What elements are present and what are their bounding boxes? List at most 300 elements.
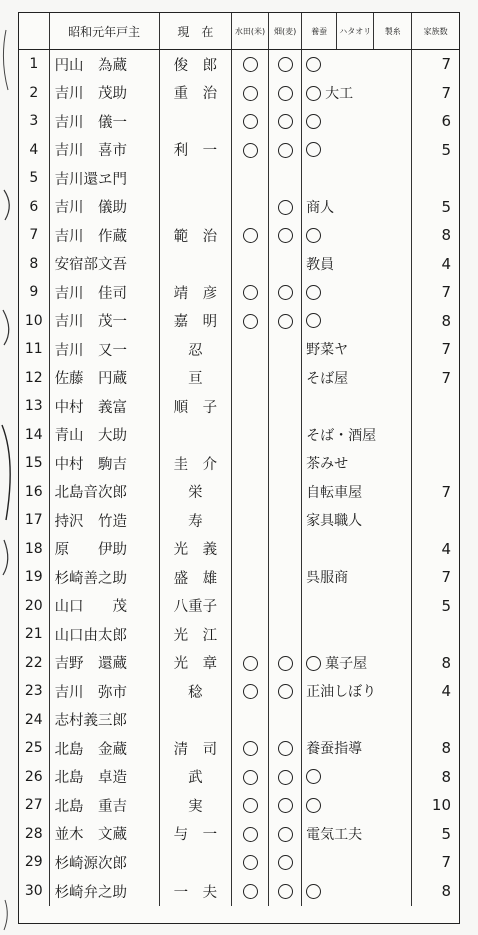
circle-mark-icon [306, 769, 321, 784]
household-count: 7 [441, 55, 451, 74]
circle-mark-icon [306, 114, 321, 129]
paddy-mark [231, 677, 268, 706]
silkworm-occupation [302, 107, 412, 136]
silkworm-occupation [302, 250, 412, 279]
table-row [19, 763, 459, 792]
present-head [159, 107, 231, 136]
household-count: 7 [441, 340, 451, 359]
owner-name: 山口由太郎 [49, 620, 159, 649]
row-number: 22 [19, 649, 49, 678]
table-row [19, 791, 459, 820]
present-head [159, 250, 231, 279]
circle-mark-icon [306, 285, 321, 300]
occupation-text: そば屋 [306, 370, 349, 387]
row-number: 4 [19, 136, 49, 165]
circle-mark-icon [278, 228, 293, 243]
household-count [412, 706, 459, 735]
table-row [19, 535, 459, 564]
field-mark [269, 734, 302, 763]
circle-mark-icon [243, 656, 258, 671]
present-head: 清 司 [159, 734, 231, 763]
field-mark [269, 877, 302, 906]
circle-mark-icon [306, 86, 321, 101]
owner-name: 杉崎弁之助 [49, 877, 159, 906]
silkworm-occupation [302, 50, 412, 79]
row-number: 9 [19, 278, 49, 307]
owner-name: 吉川 茂助 [49, 79, 159, 108]
table-row [19, 164, 459, 193]
circle-mark-icon [243, 770, 258, 785]
owner-name: 佐藤 円蔵 [49, 364, 159, 393]
silkworm-occupation [302, 79, 412, 108]
field-mark [269, 164, 302, 193]
table-row [19, 335, 459, 364]
owner-name: 中村 義富 [49, 392, 159, 421]
paddy-mark [231, 706, 268, 735]
silkworm-occupation [302, 592, 412, 621]
owner-name: 青山 大助 [49, 421, 159, 450]
silkworm-occupation [302, 449, 412, 478]
header-paddy: 水田(米) [231, 13, 268, 50]
present-head: 嘉 明 [159, 307, 231, 336]
row-number: 11 [19, 335, 49, 364]
table-row [19, 421, 459, 450]
table-row [19, 677, 459, 706]
present-head [159, 706, 231, 735]
owner-name: 安宿部文吾 [49, 250, 159, 279]
owner-name: 北島 卓造 [49, 763, 159, 792]
household-count [412, 449, 459, 478]
field-mark [269, 563, 302, 592]
household-count: 7 [441, 568, 451, 587]
table-row [19, 79, 459, 108]
silkworm-occupation [302, 335, 412, 364]
present-head: 武 [159, 763, 231, 792]
household-count: 7 [441, 283, 451, 302]
owner-name: 杉崎善之助 [49, 563, 159, 592]
owner-name: 吉川 佳司 [49, 278, 159, 307]
circle-mark-icon [278, 827, 293, 842]
table-row [19, 592, 459, 621]
paddy-mark [231, 620, 268, 649]
header-weaving: ハタオリ [337, 13, 374, 50]
present-head: 盛 雄 [159, 563, 231, 592]
household-count: 7 [441, 853, 451, 872]
field-mark [269, 449, 302, 478]
row-number: 24 [19, 706, 49, 735]
row-number: 21 [19, 620, 49, 649]
owner-name: 吉川 茂一 [49, 307, 159, 336]
field-mark [269, 392, 302, 421]
row-number: 30 [19, 877, 49, 906]
field-mark [269, 335, 302, 364]
circle-mark-icon [243, 114, 258, 129]
paddy-mark [231, 848, 268, 877]
paddy-mark [231, 820, 268, 849]
paddy-mark [231, 592, 268, 621]
paddy-mark [231, 278, 268, 307]
circle-mark-icon [306, 57, 321, 72]
circle-mark-icon [243, 143, 258, 158]
field-mark [269, 848, 302, 877]
field-mark [269, 677, 302, 706]
present-head: 順 子 [159, 392, 231, 421]
paddy-mark [231, 877, 268, 906]
row-number: 14 [19, 421, 49, 450]
field-mark [269, 250, 302, 279]
household-count: 8 [441, 739, 451, 758]
circle-mark-icon [243, 741, 258, 756]
occupation-text: 呉服商 [306, 570, 349, 587]
table-row [19, 848, 459, 877]
present-head: 稔 [159, 677, 231, 706]
paddy-mark [231, 250, 268, 279]
row-number: 13 [19, 392, 49, 421]
occupation-text: 家具職人 [306, 513, 363, 530]
table-row [19, 193, 459, 222]
table-row [19, 392, 459, 421]
occupation-text: 茶みせ [306, 456, 349, 473]
circle-mark-icon [243, 798, 258, 813]
household-count: 5 [441, 596, 451, 615]
header-silkworm: 養蚕 [302, 13, 337, 50]
household-table [19, 13, 459, 906]
table-row [19, 877, 459, 906]
paddy-mark [231, 421, 268, 450]
paddy-mark [231, 535, 268, 564]
circle-mark-icon [278, 200, 293, 215]
row-number: 29 [19, 848, 49, 877]
row-number: 19 [19, 563, 49, 592]
field-mark [269, 136, 302, 165]
circle-mark-icon [243, 314, 258, 329]
row-number: 16 [19, 478, 49, 507]
paddy-mark [231, 307, 268, 336]
field-mark [269, 763, 302, 792]
circle-mark-icon [306, 798, 321, 813]
silkworm-occupation [302, 791, 412, 820]
owner-name: 吉川 作蔵 [49, 221, 159, 250]
present-head: 範 治 [159, 221, 231, 250]
paddy-mark [231, 193, 268, 222]
circle-mark-icon [278, 86, 293, 101]
silkworm-occupation [302, 278, 412, 307]
present-head: 光 江 [159, 620, 231, 649]
silkworm-occupation [302, 136, 412, 165]
circle-mark-icon [278, 855, 293, 870]
paddy-mark [231, 563, 268, 592]
present-head: 八重子 [159, 592, 231, 621]
household-count: 10 [431, 796, 451, 815]
field-mark [269, 649, 302, 678]
present-head: 俊 郎 [159, 50, 231, 79]
row-number: 1 [19, 50, 49, 79]
household-count: 5 [441, 197, 451, 216]
table-row [19, 478, 459, 507]
household-count [412, 392, 459, 421]
household-count: 8 [441, 882, 451, 900]
paddy-mark [231, 221, 268, 250]
header-number [19, 13, 49, 50]
silkworm-occupation [302, 620, 412, 649]
owner-name: 吉野 還蔵 [49, 649, 159, 678]
paddy-mark [231, 335, 268, 364]
occupation-text: 自転車屋 [306, 484, 363, 501]
field-mark [269, 535, 302, 564]
silkworm-occupation [302, 734, 412, 763]
field-mark [269, 620, 302, 649]
silkworm-occupation [302, 421, 412, 450]
household-count [412, 506, 459, 535]
owner-name: 吉川還ヱ門 [49, 164, 159, 193]
table-row [19, 364, 459, 393]
silkworm-occupation [302, 820, 412, 849]
present-head: 光 章 [159, 649, 231, 678]
circle-mark-icon [306, 656, 321, 671]
row-number: 7 [19, 221, 49, 250]
occupation-text: 教員 [306, 256, 335, 273]
owner-name: 吉川 儀助 [49, 193, 159, 222]
header-owner: 昭和元年戸主 [49, 13, 159, 50]
occupation-text: そば・酒屋 [306, 427, 377, 444]
row-number: 15 [19, 449, 49, 478]
table-row [19, 221, 459, 250]
circle-mark-icon [243, 855, 258, 870]
row-number: 12 [19, 364, 49, 393]
silkworm-occupation [302, 164, 412, 193]
silkworm-occupation [302, 706, 412, 735]
row-number: 17 [19, 506, 49, 535]
row-number: 5 [19, 164, 49, 193]
circle-mark-icon [278, 143, 293, 158]
table-row [19, 820, 459, 849]
household-count: 5 [441, 824, 451, 843]
circle-mark-icon [278, 656, 293, 671]
household-register-sheet [18, 12, 460, 924]
field-mark [269, 364, 302, 393]
table-row [19, 506, 459, 535]
field-mark [269, 421, 302, 450]
household-count: 4 [441, 682, 451, 701]
row-number: 23 [19, 677, 49, 706]
row-number: 2 [19, 79, 49, 108]
owner-name: 原 伊助 [49, 535, 159, 564]
present-head [159, 164, 231, 193]
silkworm-occupation [302, 563, 412, 592]
row-number: 8 [19, 250, 49, 279]
silkworm-occupation [302, 307, 412, 336]
owner-name: 北島 重吉 [49, 791, 159, 820]
household-count: 8 [441, 653, 451, 672]
table-row [19, 278, 459, 307]
field-mark [269, 193, 302, 222]
present-head: 重 治 [159, 79, 231, 108]
occupation-text: 正油しぼり [306, 684, 377, 701]
household-count [412, 421, 459, 450]
owner-name: 杉崎源次郎 [49, 848, 159, 877]
paddy-mark [231, 164, 268, 193]
owner-name: 吉川 又一 [49, 335, 159, 364]
owner-name: 吉川 喜市 [49, 136, 159, 165]
owner-name: 北島音次郎 [49, 478, 159, 507]
circle-mark-icon [278, 770, 293, 785]
circle-mark-icon [243, 57, 258, 72]
circle-mark-icon [278, 798, 293, 813]
silkworm-occupation [302, 649, 412, 678]
present-head: 一 夫 [159, 877, 231, 906]
field-mark [269, 592, 302, 621]
field-mark [269, 820, 302, 849]
silkworm-occupation [302, 877, 412, 906]
paddy-mark [231, 136, 268, 165]
circle-mark-icon [306, 142, 321, 157]
circle-mark-icon [243, 228, 258, 243]
present-head [159, 848, 231, 877]
present-head: 栄 [159, 478, 231, 507]
owner-name: 北島 金蔵 [49, 734, 159, 763]
present-head: 寿 [159, 506, 231, 535]
table-row [19, 649, 459, 678]
table-row [19, 706, 459, 735]
owner-name: 持沢 竹造 [49, 506, 159, 535]
circle-mark-icon [243, 684, 258, 699]
header-silk: 製糸 [374, 13, 412, 50]
present-head: 靖 彦 [159, 278, 231, 307]
paddy-mark [231, 734, 268, 763]
household-count: 8 [441, 311, 451, 330]
circle-mark-icon [306, 228, 321, 243]
table-row [19, 307, 459, 336]
page-curl-edge [0, 0, 18, 935]
silkworm-occupation [302, 221, 412, 250]
occupation-text: 電気工夫 [306, 826, 363, 843]
silkworm-occupation [302, 506, 412, 535]
paddy-mark [231, 107, 268, 136]
circle-mark-icon [306, 313, 321, 328]
household-count: 7 [441, 368, 451, 387]
owner-name: 志村義三郎 [49, 706, 159, 735]
table-row [19, 136, 459, 165]
household-count: 8 [441, 226, 451, 245]
household-count [412, 164, 459, 193]
circle-mark-icon [278, 684, 293, 699]
table-row [19, 50, 459, 79]
field-mark [269, 278, 302, 307]
occupation-text: 菓子屋 [325, 655, 368, 672]
circle-mark-icon [243, 285, 258, 300]
paddy-mark [231, 50, 268, 79]
header-row [19, 13, 459, 50]
row-number: 10 [19, 307, 49, 336]
circle-mark-icon [243, 827, 258, 842]
present-head [159, 421, 231, 450]
header-field: 畑(麦) [269, 13, 302, 50]
row-number: 18 [19, 535, 49, 564]
present-head: 与 一 [159, 820, 231, 849]
household-count [412, 620, 459, 649]
owner-name: 山口 茂 [49, 592, 159, 621]
field-mark [269, 307, 302, 336]
table-row [19, 734, 459, 763]
row-number: 26 [19, 763, 49, 792]
present-head: 実 [159, 791, 231, 820]
silkworm-occupation [302, 392, 412, 421]
circle-mark-icon [278, 114, 293, 129]
owner-name: 並木 文蔵 [49, 820, 159, 849]
present-head: 利 一 [159, 136, 231, 165]
field-mark [269, 50, 302, 79]
occupation-text: 商人 [306, 199, 335, 216]
paddy-mark [231, 506, 268, 535]
table-row [19, 107, 459, 136]
circle-mark-icon [306, 884, 321, 899]
present-head [159, 193, 231, 222]
table-row [19, 449, 459, 478]
household-count: 8 [441, 767, 451, 786]
header-household: 家族数 [412, 13, 459, 50]
field-mark [269, 506, 302, 535]
paddy-mark [231, 478, 268, 507]
circle-mark-icon [278, 741, 293, 756]
present-head: 亘 [159, 364, 231, 393]
circle-mark-icon [278, 57, 293, 72]
present-head: 忍 [159, 335, 231, 364]
circle-mark-icon [278, 314, 293, 329]
field-mark [269, 79, 302, 108]
household-count: 4 [441, 254, 451, 273]
field-mark [269, 791, 302, 820]
silkworm-occupation [302, 848, 412, 877]
row-number: 3 [19, 107, 49, 136]
field-mark [269, 107, 302, 136]
owner-name: 中村 駒吉 [49, 449, 159, 478]
circle-mark-icon [278, 884, 293, 899]
household-count: 6 [441, 112, 451, 131]
silkworm-occupation [302, 364, 412, 393]
occupation-text: 養蚕指導 [306, 741, 363, 758]
occupation-text: 野菜ヤ [306, 342, 349, 359]
household-count: 7 [441, 83, 451, 102]
paddy-mark [231, 763, 268, 792]
circle-mark-icon [243, 86, 258, 101]
paddy-mark [231, 649, 268, 678]
circle-mark-icon [243, 884, 258, 899]
paddy-mark [231, 364, 268, 393]
household-count: 4 [441, 539, 451, 558]
row-number: 20 [19, 592, 49, 621]
header-present: 現 在 [159, 13, 231, 50]
present-head: 圭 介 [159, 449, 231, 478]
occupation-text: 大工 [325, 85, 354, 102]
household-count: 7 [441, 482, 451, 501]
paddy-mark [231, 392, 268, 421]
silkworm-occupation [302, 677, 412, 706]
row-number: 27 [19, 791, 49, 820]
field-mark [269, 706, 302, 735]
circle-mark-icon [278, 285, 293, 300]
owner-name: 吉川 弥市 [49, 677, 159, 706]
silkworm-occupation [302, 193, 412, 222]
row-number: 28 [19, 820, 49, 849]
present-head: 光 義 [159, 535, 231, 564]
field-mark [269, 221, 302, 250]
silkworm-occupation [302, 478, 412, 507]
paddy-mark [231, 791, 268, 820]
row-number: 6 [19, 193, 49, 222]
paddy-mark [231, 79, 268, 108]
silkworm-occupation [302, 535, 412, 564]
silkworm-occupation [302, 763, 412, 792]
